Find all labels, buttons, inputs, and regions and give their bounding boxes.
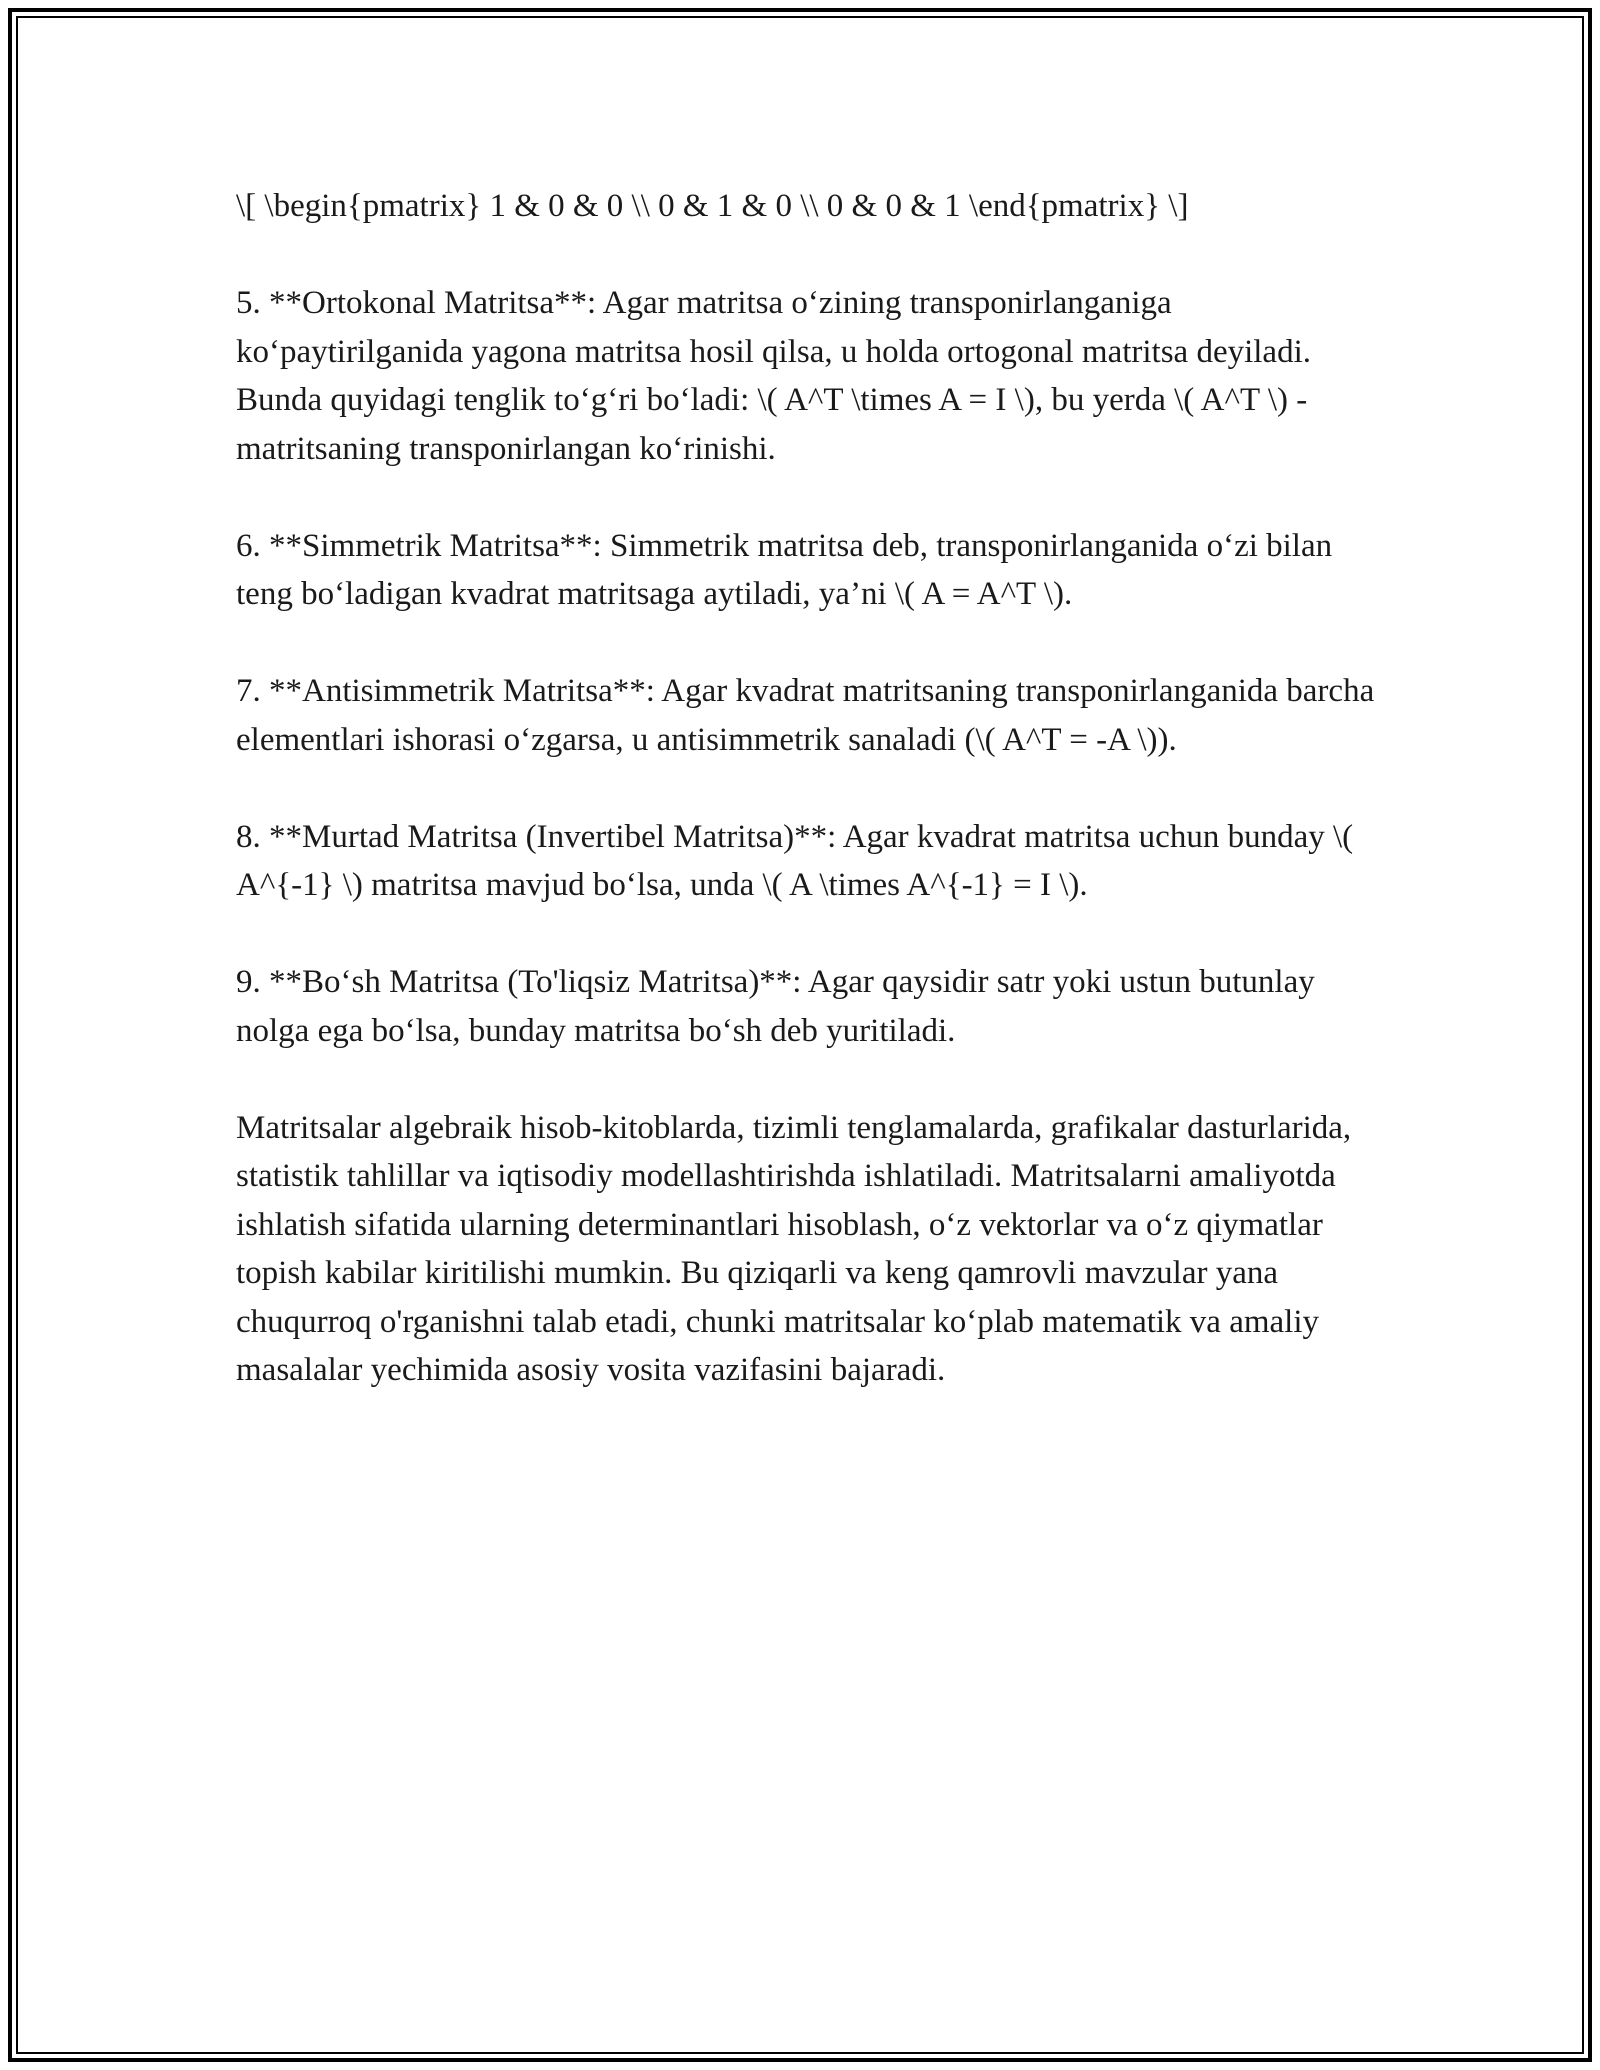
document-body xyxy=(236,182,1396,1443)
paragraph-matrix-applications: Matritsalar algebraik hisob-kitoblarda, tizimli tenglamalarda, grafikalar dasturlarida, statistik tahlillar va iqtisodiy modellashtirishda ishlatiladi. Matritsalarni amaliyotda ishlatish sifatida ularning determinantlari hisoblash, o‘z vektorlar va o‘z qiymatlar topish kabilar kiritilishi mumkin. Bu qiziqarli va keng qamrovli mavzular yana chuqurroq o'rganishni talab etadi, chunki matritsalar ko‘plab matematik va amaliy masalalar yechimida asosiy vosita vazifasini bajaradi. xyxy=(236,1109,1352,1388)
paragraph-empty-matrix: 9. **Bo‘sh Matritsa (To'liqsiz Matritsa)**: Agar qaysidir satr yoki ustun butunlay nolga ega bo‘lsa, bunday matritsa bo‘sh deb yuritiladi. xyxy=(236,964,1315,1049)
identity-matrix-formula: \[ \begin{pmatrix} 1 & 0 & 0 \\ 0 & 1 & 0 \\ 0 & 0 & 1 \end{pmatrix} \] xyxy=(236,188,1189,224)
paragraph-orthogonal-matrix: 5. **Ortokonal Matritsa**: Agar matritsa o‘zining transponirlanganiga ko‘paytirilganida yagona matritsa hosil qilsa, u holda ortogonal matritsa deyiladi. Bunda quyidagi tenglik to‘g‘ri bo‘ladi: \( A^T \times A = I \), bu yerda \( A^T \) - matritsaning transponirlangan ko‘rinishi. xyxy=(236,285,1311,467)
paragraph-invertible-matrix: 8. **Murtad Matritsa (Invertibel Matritsa)**: Agar kvadrat matritsa uchun bunday \( A^{-1} \) matritsa mavjud bo‘lsa, unda \( A \times A^{-1} = I \). xyxy=(236,818,1354,903)
paragraph-antisymmetric-matrix: 7. **Antisimmetrik Matritsa**: Agar kvadrat matritsaning transponirlanganida barcha elementlari ishorasi o‘zgarsa, u antisimmetrik sanaladi (\( A^T = -A \)). xyxy=(236,673,1375,758)
paragraph-symmetric-matrix: 6. **Simmetrik Matritsa**: Simmetrik matritsa deb, transponirlanganida o‘zi bilan teng bo‘ladigan kvadrat matritsaga aytiladi, ya’ni \( A = A^T \). xyxy=(236,527,1333,612)
